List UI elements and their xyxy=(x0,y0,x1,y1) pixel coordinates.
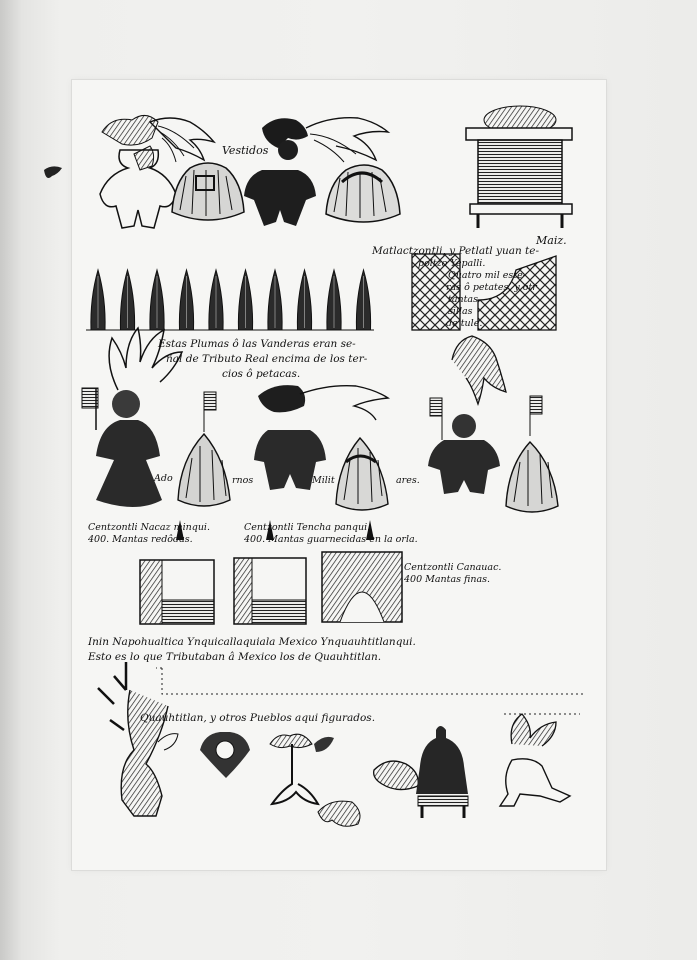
glyph-quauhtitlan-tree xyxy=(98,662,178,816)
tribute-plumes-row xyxy=(86,270,374,330)
caption-nacaz-line-2: 400. Mantas redôdas. xyxy=(88,534,193,545)
caption-pueblos: Quauhtitlan, y otros Pueblos aqui figurados. xyxy=(140,712,376,724)
glyph-kneeling-figure xyxy=(500,714,570,806)
caption-canauac-line-1: Centzontli Canauac. xyxy=(404,562,502,573)
caption-plumas-line-1: Estas Plumas ô las Vanderas eran se- xyxy=(158,338,356,350)
caption-canauac-line-2: 400 Mantas finas. xyxy=(404,574,491,585)
shield-bundle-1 xyxy=(172,163,244,220)
caption-nahuatl-line: Inin Napohualtica Ynquicallaquiala Mexico Ynquauhtitlanqui. xyxy=(88,636,416,648)
caption-petatl-line-4: ras ô petates, y otr xyxy=(446,282,537,293)
ink-blot xyxy=(44,166,62,178)
glyph-shield-circle xyxy=(200,732,250,778)
caption-petatl-line-2: poltzo Yepalli. xyxy=(418,258,486,269)
caption-plumas-line-3: cios ô petacas. xyxy=(222,368,301,380)
caption-spanish-line: Esto es lo que Tributaban â Mexico los de Quauhtitlan. xyxy=(88,651,382,663)
glyph-flowering-plant xyxy=(270,734,360,826)
dotted-boundary xyxy=(156,668,586,694)
plumed-warrior-suit-right xyxy=(428,336,506,494)
caption-plumas-line-2: ñal de Tributo Real encima de los ter- xyxy=(166,353,368,365)
caption-petatl-line-5: tantas xyxy=(448,294,478,305)
caption-nacaz-line-1: Centzontli Nacaz minqui. xyxy=(88,522,210,533)
caption-petatl-line-3: Quatro mil este- xyxy=(448,270,526,281)
war-banner-left xyxy=(82,388,98,430)
caption-tencha-line-1: Centzontli Tencha panqui. xyxy=(244,522,371,533)
glyph-bell-on-stand xyxy=(416,726,468,818)
caption-tencha-line-2: 400. Mantas guarnecidas en la orla. xyxy=(244,534,418,545)
caption-vestidos: Vestidos xyxy=(222,144,269,157)
caption-adornos-part-2: rnos xyxy=(232,475,254,486)
banner-shield-3 xyxy=(506,396,558,512)
banner-shield-2 xyxy=(336,438,388,510)
caption-petatl-line-6: sillas xyxy=(448,306,473,317)
banner-shield-1 xyxy=(178,392,230,506)
glyph-feather-shell xyxy=(374,761,419,789)
caption-maiz: Maiz. xyxy=(536,234,567,247)
caption-militares-part-2: ares. xyxy=(396,475,420,486)
caption-adornos-part-1: Ado xyxy=(154,473,173,484)
caption-petatl-line-1: Matlactzontli, y Petlatl yuan te- xyxy=(372,245,540,257)
maize-granary xyxy=(466,106,572,228)
caption-petatl-line-7: de tule. xyxy=(446,318,483,329)
shield-bundle-2 xyxy=(326,165,400,222)
caption-militares-part-1: Milit xyxy=(312,475,335,486)
